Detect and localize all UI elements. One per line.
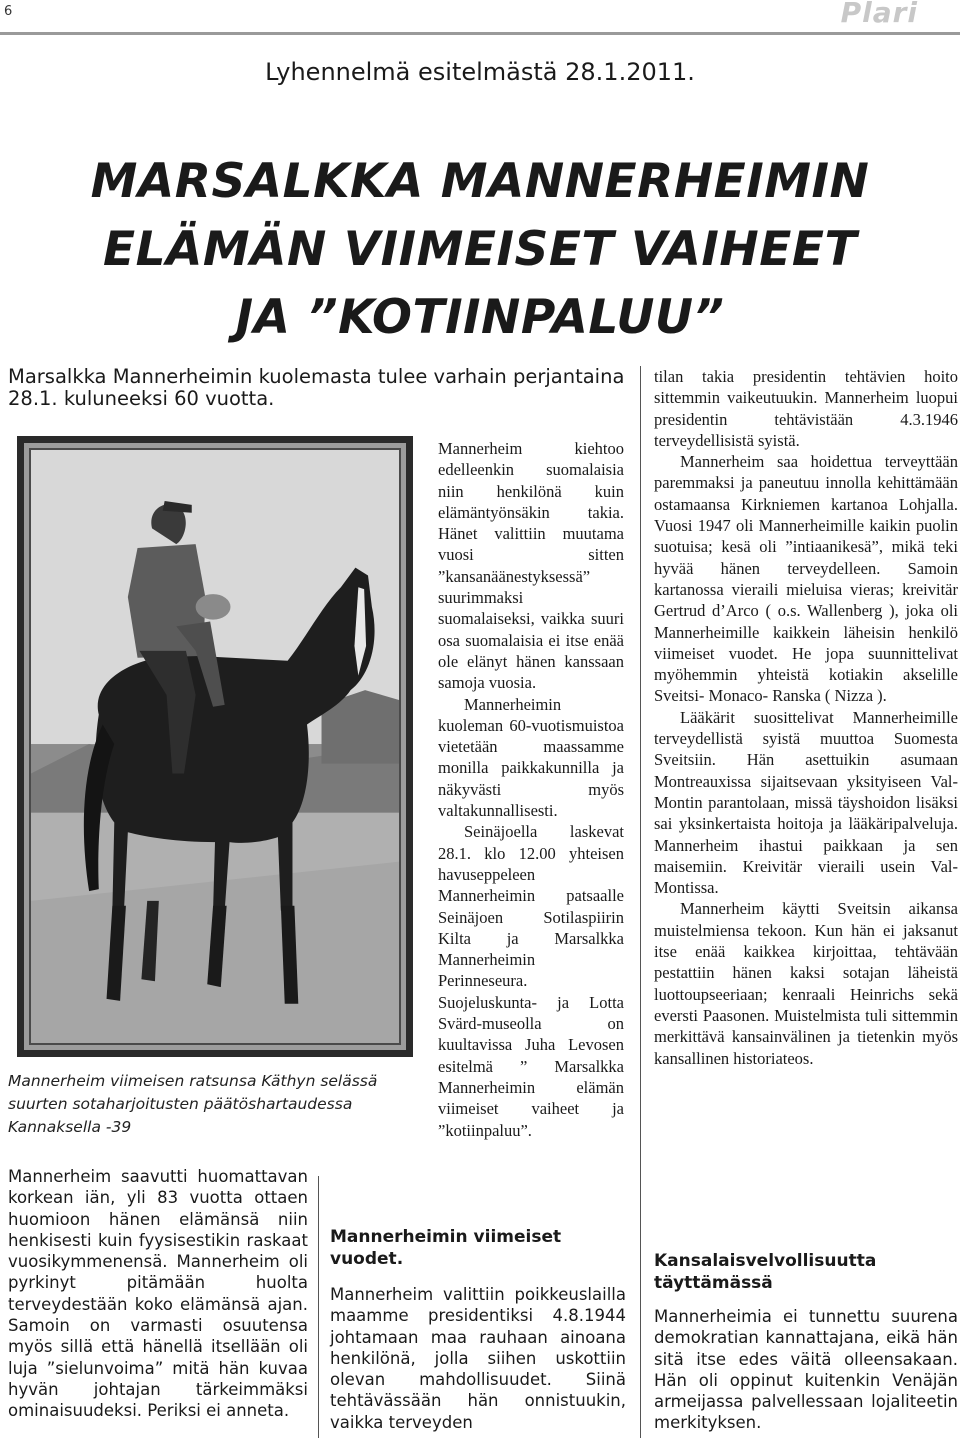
equestrian-photo	[29, 448, 401, 1045]
col2-paragraph-3: Seinäjoella laskevat 28.1. klo 12.00 yhteisen havuseppeleen Mannerheimin patsaalle Seinäjoen Sotilaspiirin Kilta ja Marsalkka Mannerheimin Perinneseura. Suojeluskunta- ja Lotta Svärd-museolla on kuultavissa Juha Levosen esitelmä ” Marsalkka Mannerheimin elämän viimeiset vaiheet ja ”kotiinpaluu”.	[438, 822, 624, 1140]
col1-paragraph-1: Mannerheim saavutti huomattavan korkean iän, yli 83 vuotta ottaen huomioon hänen elämänsä niin henkisesti kuin fyysisestikin raskaat vuosikymmenensä. Mannerheim oli pyrkinyt pitämään huolta terveydestään koko elämänsä ajan. Samoin on varmasti osuutensa myös sillä että hänellä itsellään oli luja ”sielunvoima” mitä hän kuvaa hyvän johtajan tärkeimmäksi ominaisuudeksi. Periksi ei anneta.	[8, 1167, 308, 1421]
col2-paragraph-2: Mannerheimin kuoleman 60-vuotismuistoa vietetään maassamme monilla paikkakunnilla ja näkyvästi myös valtakunnallisesti.	[438, 694, 624, 821]
column-divider-right	[640, 366, 641, 1438]
col3-paragraph-3: Lääkärit suosittelivat Mannerheimille terveydellistä syistä muuttoa Suomesta Sveitsiin. Hän asettuikin asumaan Montreauxissa sijaitsevaan yksityiseen Val-Montin parantolaan, missä täyshoidon lisäksi sai yksinkertaista hoitoja ja lääkäripalveluja. Mannerheim ihastui paikkaan ja sen maisemiin. Kreivitär vieraili usein Val-Montissa.	[654, 707, 958, 898]
col3-paragraph-4: Mannerheim käytti Sveitsin aikansa muistelmiensa tekoon. Kun hän ei jaksanut itse enää kaikkea kirjoittaa, tehtävään pestattiin hänen kaksi sotajan läheistä luottoupseeriaan; kenraali Heinrichs sekä eversti Paasonen. Muistelmista tuli sittemmin merkittävä kansainvälinen ja tietenkin myös kansallinen historiateos.	[654, 899, 958, 1068]
column-3-continued	[654, 1306, 958, 1434]
column-2-continued	[330, 1284, 626, 1433]
section-heading-civic-duty: Kansalaisvelvollisuutta täyttämässä	[654, 1251, 877, 1293]
col3-paragraph-1: tilan takia presidentin tehtävien hoito sittemmin vaikeutuukin. Mannerheim luopui presidentin tehtävistään 4.3.1946 terveydellisistä syistä.	[654, 367, 958, 450]
col2-paragraph-1: Mannerheim kiehtoo edelleenkin suomalaisia niin henkilönä kuin elämäntyönsäkin takia. Hänet valittiin muutama vuosi sitten ”kansanäänestyksessä” suurimmaksi suomalaiseksi, vaikka suuri osa suomalaisia ei itse enää ole elänyt hänen kanssaan samoja vuosia.	[438, 439, 624, 693]
section-heading-final-years: Mannerheimin viimeiset vuodet.	[330, 1227, 562, 1269]
column-3	[654, 366, 958, 1069]
subheading: Lyhennelmä esitelmästä 28.1.2011.	[265, 58, 695, 86]
col3-paragraph-5: Mannerheimia ei tunnettu suurena demokratian kannattajana, eikä hän sitä itse edes väitä olleensakaan. Hän oli oppinut kuitenkin Venäjän armeijassa palvellessaan lojaliteetin merkityksen.	[654, 1307, 958, 1433]
photo-frame	[17, 436, 413, 1057]
article-title	[0, 148, 960, 352]
page-number: 6	[4, 4, 13, 19]
photo-illustration	[31, 450, 399, 1043]
masthead: Plari	[840, 0, 918, 29]
col2-paragraph-4: Mannerheim valittiin poikkeuslailla maamme presidentiksi 4.8.1944 johtamaan maa rauhaan ainoana henkilönä, jolla siihen uskottiin olevan mahdollisuudet. Siinä tehtävässään hän onnistuukin, vaikka terveyden	[330, 1285, 626, 1432]
title-line-2: ELÄMÄN VIIMEISET VAIHEET	[102, 222, 858, 277]
title-line-1: MARSALKKA MANNERHEIMIN	[90, 154, 870, 209]
column-divider-left	[318, 1176, 319, 1438]
column-1	[8, 1166, 308, 1422]
title-line-3: JA ”KOTIINPALUU”	[235, 290, 725, 345]
col3-paragraph-2: Mannerheim saa hoidettua terveyttään paremmaksi ja paneutuu innolla kehittämään ostamaansa Kirkniemen kartanoa Lohjalla. Vuosi 1947 oli Mannerheimille kaikin puolin suotuisa; kesä oli ”intiaanikesä”, mikä teki hyvää hänen terveydelleen. Samoin kartanossa vieraili mieluisa vieras; kreivitär Gertrud d’Arco ( o.s. Wallenberg ), joka oli Mannerheimille kaikkein läheisin henkilö viimeiset vuodet. He jopa suunnittelivat myöhemmin yhteistä kotiakin akselille Sveitsi- Monaco- Ranska ( Nizza ).	[654, 452, 958, 706]
masthead-rule	[0, 32, 960, 35]
lead-paragraph: Marsalkka Mannerheimin kuolemasta tulee varhain perjantaina 28.1. kuluneeksi 60 vuotta.	[8, 365, 625, 410]
photo-caption: Mannerheim viimeisen ratsunsa Käthyn selässä suurten sotaharjoitusten päätöshartaudessa Kannaksella -39	[8, 1072, 378, 1136]
column-2	[438, 438, 624, 1141]
